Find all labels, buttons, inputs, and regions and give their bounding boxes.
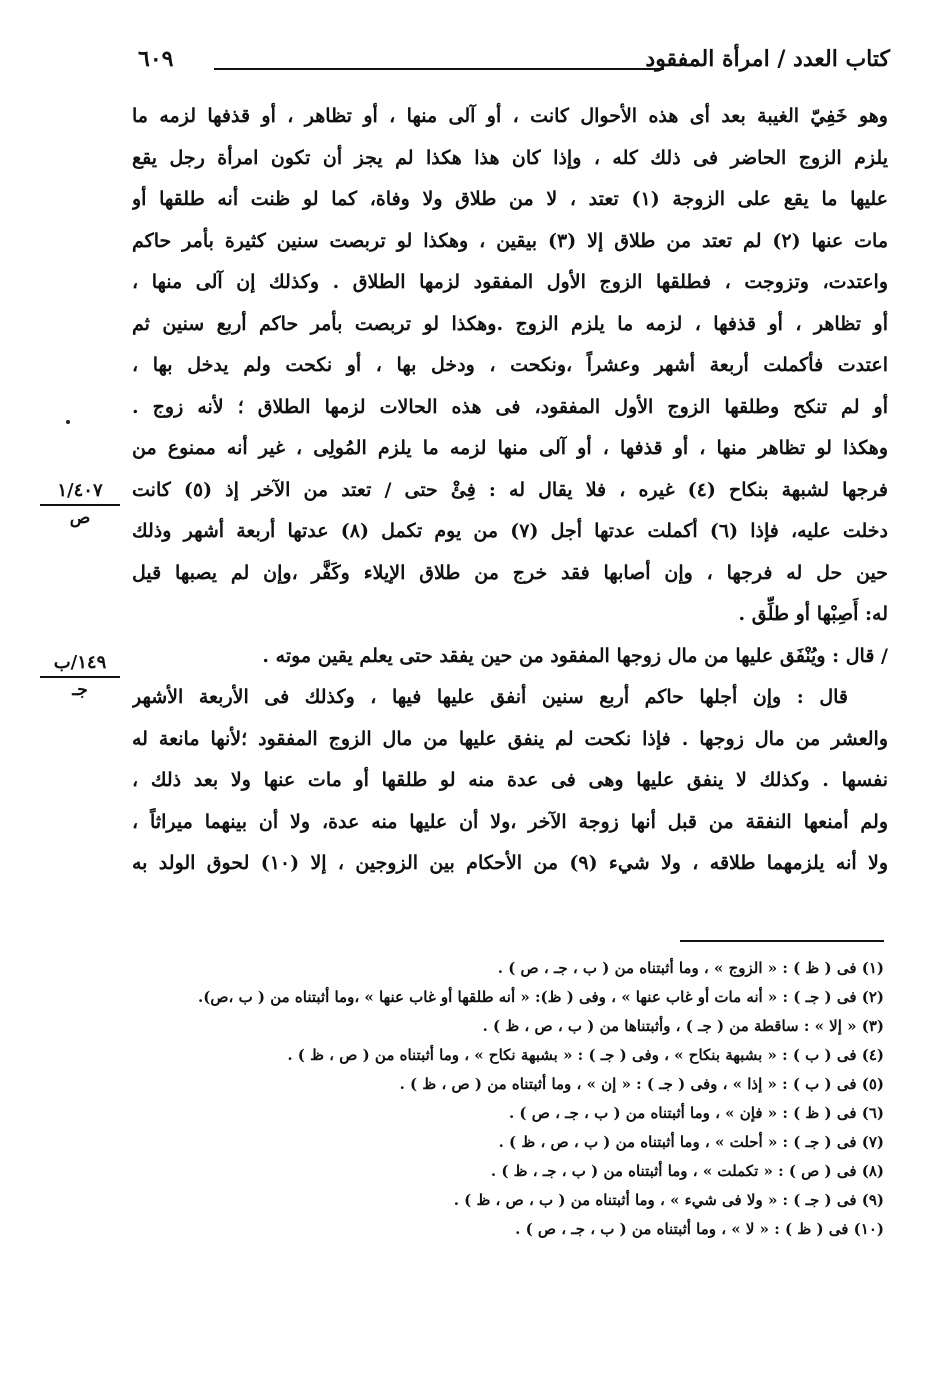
header-rule xyxy=(214,68,664,70)
footnote: (٧) فى ( جـ ) : « أحلت » ، وما أثبتناه من ( ب ، ص ، ظ ) . xyxy=(498,1133,884,1151)
footnote: (١٠) فى ( ظ ) : « لا » ، وما أثبتناه من ( ب ، جـ ، ص ) . xyxy=(515,1220,884,1238)
text-line: يلزم الزوج الحاضر فى ذلك كله ، وإذا كان هذا هكذا لم يجز أن تكون امرأة رجل يقع xyxy=(132,146,888,169)
text-line: قال : وإن أجلها حاكم أربع سنين أنفق عليها فيها ، وكذلك فى الأربعة الأشهر xyxy=(132,686,848,708)
text-line: واعتدت، وتزوجت ، فطلقها الزوج الأول المفقود لزمها الطلاق . وكذلك إن آلى منها ، xyxy=(132,271,888,293)
footnote: (٨) فى ( ص ) : « تكملت » ، وما أثبتناه من ( ب ، جـ ، ظ ) . xyxy=(490,1162,884,1180)
margin-folio-ref: ١/٤٠٧ xyxy=(57,480,103,501)
footnote: (٤) فى ( ب ) : « بشبهة بنكاح » ، وفى ( جـ ) : « بشبهة نكاح » ، وما أثبتناه من ( ص ، ظ ) . xyxy=(287,1046,884,1064)
footnote: (٢) فى ( جـ ) : « أنه مات أو غاب عنها » ، وفى ( ظ): « أنه طلقها أو غاب عنها » ،وما أثبتناه من ( ب ،ص). xyxy=(198,988,884,1006)
footnote: (١) فى ( ظ ) : « الزوج » ، وما أثبتناه من ( ب ، جـ ، ص ) . xyxy=(497,959,884,977)
footnotes xyxy=(140,954,884,1244)
text-line: ولم أمنعها النفقة من قبل أنها زوجة الآخر ،ولا أن عليها منه عدة، ولا أن بينهما ميراثاً ، xyxy=(132,810,888,833)
margin-rule xyxy=(40,504,120,506)
text-line: نفسها . وكذلك لا ينفق عليها وهى فى عدة منه لو طلقها أو مات عنها ولا بعد ذلك ، xyxy=(132,769,888,791)
text-line: عليها ما يقع على الزوجة (١) تعتد ، لا من طلاق ولا وفاة، كما لو ظنت أنه طلقها أو xyxy=(132,188,888,210)
footnote: (٥) فى ( ب ) : « إذا » ، وفى ( جـ ) : « إن » ، وما أثبتناه من ( ص ، ظ ) . xyxy=(399,1075,884,1093)
text-line: حين حل له فرجها ، وإن أصابها فقد خرج من طلاق الإيلاء وكَفَّر ،وإن لم يصبها قيل xyxy=(132,561,888,584)
margin-note xyxy=(40,652,120,700)
margin-rule xyxy=(40,676,120,678)
main-text xyxy=(132,96,888,885)
running-title: كتاب العدد / امرأة المفقود xyxy=(645,46,890,72)
text-line: مات عنها (٢) لم تعتد من طلاق إلا (٣) بيقين ، وهكذا لو تربصت سنين كثيرة بأمر حاكم xyxy=(132,229,888,252)
margin-folio-ref: ١٤٩/ب xyxy=(53,652,107,673)
text-line: له: أَصِبْها أو طلِّق . xyxy=(738,603,888,625)
ink-dot xyxy=(66,420,70,424)
footnote: (٩) فى ( جـ ) : « ولا فى شيء » ، وما أثبتناه من ( ب ، ص ، ظ ) . xyxy=(453,1191,884,1209)
text-line: وهو خَفِيّ الغيبة بعد أى هذه الأحوال كانت ، أو آلى منها ، أو تظاهر ، أو قذفها لزمه ما xyxy=(132,105,888,127)
text-line: ولا أنه يلزمهما طلاقه ، ولا شيء (٩) من الأحكام بين الزوجين ، إلا (١٠) لحوق الولد به xyxy=(132,852,888,874)
margin-note xyxy=(40,480,120,528)
text-line: وهكذا لو تظاهر منها ، أو قذفها ، أو آلى منها لزمه ما يلزم المُولِى ، غير أنه ممنوع من xyxy=(132,437,888,459)
text-line: دخلت عليه، فإذا (٦) أكملت عدتها أجل (٧) من يوم تكمل (٨) عدتها أربعة أشهر وذلك xyxy=(132,520,888,542)
text-line: أو لم تنكح وطلقها الزوج الأول المفقود، فى هذه الحالات لزمها الطلاق ؛ لأنه زوج . xyxy=(132,395,888,418)
page-header xyxy=(138,44,890,84)
text-line: والعشر من مال زوجها . فإذا نكحت لم ينفق عليها من مال الزوج المفقود ؛لأنها مانعة له xyxy=(132,727,888,750)
footnote: (٣) « إلا » : ساقطة من ( جـ ) ، وأثبتناها من ( ب ، ص ، ظ ) . xyxy=(482,1017,884,1035)
text-line: أو تظاهر ، أو قذفها ، لزمه ما يلزم الزوج .وهكذا لو تربصت بأمر حاكم أربع سنين ثم xyxy=(132,312,888,335)
margin-manuscript-siglum: ص xyxy=(69,508,91,528)
footnote-rule xyxy=(680,940,884,942)
footnote: (٦) فى ( ظ ) : « فإن » ، وما أثبتناه من ( ب ، جـ ، ص ) . xyxy=(508,1104,884,1122)
text-line: / قال : ويُنْفَق عليها من مال زوجها المفقود من حين يفقد حتى يعلم يقين موته . xyxy=(262,644,888,667)
text-line: اعتدت فأكملت أربعة أشهر وعشراً ،ونكحت ، ودخل بها ، أو نكحت ولم يدخل بها ، xyxy=(132,354,888,376)
margin-manuscript-siglum: جـ xyxy=(72,680,88,700)
page-number: ٦٠٩ xyxy=(138,46,174,72)
text-line: فرجها لشبهة بنكاح (٤) غيره ، فلا يقال له : فِئْ حتى / تعتد من الآخر إذ (٥) كانت xyxy=(132,478,888,501)
